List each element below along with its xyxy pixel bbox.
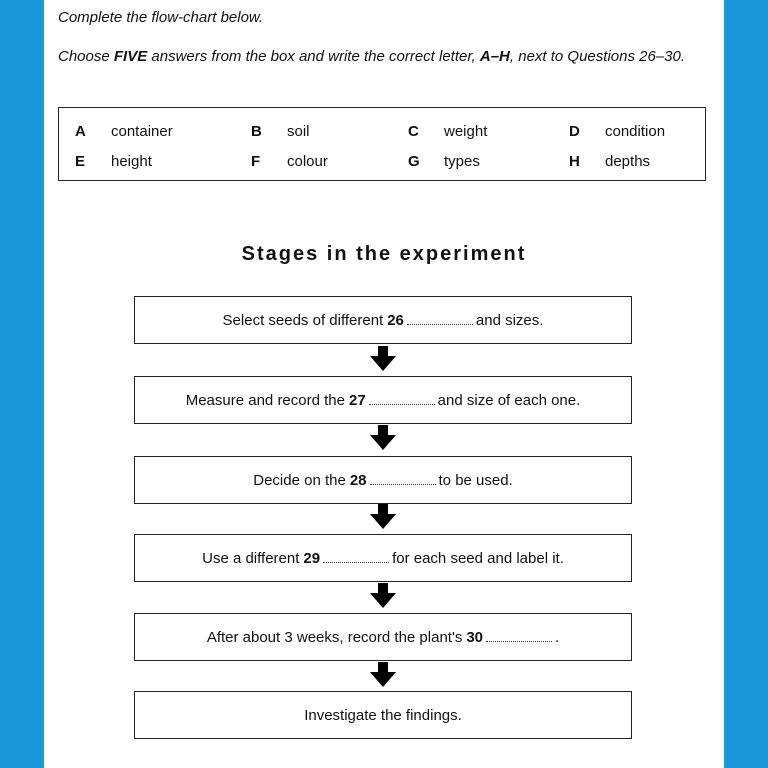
- option-letter: G: [408, 153, 420, 170]
- instruction-text: Choose: [58, 48, 114, 65]
- flow-step-3: [134, 456, 632, 504]
- instruction-line-2: [58, 47, 698, 67]
- step-text: and sizes.: [475, 311, 544, 329]
- option-letter: A: [75, 123, 86, 140]
- flow-step-6: [134, 691, 632, 739]
- option-word: weight: [444, 123, 488, 140]
- option-g: [408, 152, 480, 172]
- step-text: and size of each one.: [437, 391, 581, 409]
- option-c: [408, 122, 488, 142]
- instruction-line-1: Complete the flow-chart below.: [58, 9, 264, 26]
- question-number: 27: [348, 391, 366, 409]
- answer-blank[interactable]: [486, 641, 552, 642]
- option-letter: H: [569, 153, 580, 170]
- answer-options-box: [58, 107, 706, 181]
- answer-blank[interactable]: [323, 562, 389, 563]
- option-letter: C: [408, 123, 419, 140]
- flow-step-5: [134, 613, 632, 661]
- option-word: colour: [287, 153, 328, 170]
- option-letter: B: [251, 123, 262, 140]
- option-word: depths: [605, 153, 651, 170]
- step-text: After about 3 weeks, record the plant's: [206, 628, 463, 646]
- instruction-text: , next to Questions 26–30.: [509, 48, 686, 65]
- option-letter: D: [569, 123, 580, 140]
- step-text: Decide on the: [253, 471, 346, 489]
- option-h: [569, 152, 651, 172]
- flow-step-1: [134, 296, 632, 344]
- step-text: to be used.: [438, 471, 513, 489]
- question-number: 28: [349, 471, 367, 489]
- option-word: soil: [287, 123, 310, 140]
- question-number: 29: [303, 549, 321, 567]
- step-text: Investigate the findings.: [304, 706, 462, 724]
- option-d: [569, 122, 666, 142]
- answer-blank[interactable]: [370, 484, 436, 485]
- instruction-bold-count: FIVE: [113, 48, 148, 65]
- step-text: for each seed and label it.: [392, 549, 564, 567]
- flow-step-4: [134, 534, 632, 582]
- down-arrow-icon: [369, 425, 397, 451]
- option-word: types: [444, 153, 480, 170]
- option-word: condition: [605, 123, 666, 140]
- option-e: [75, 152, 152, 172]
- worksheet-page: [44, 0, 724, 768]
- option-letter: E: [75, 153, 86, 170]
- down-arrow-icon: [369, 346, 397, 372]
- instruction-text: answers from the box and write the correct letter,: [147, 48, 480, 65]
- option-letter: F: [251, 153, 261, 170]
- option-f: [251, 152, 328, 172]
- option-b: [251, 122, 310, 142]
- step-text: Use a different: [202, 549, 300, 567]
- flow-step-2: [134, 376, 632, 424]
- down-arrow-icon: [369, 662, 397, 688]
- flowchart-title: Stages in the experiment: [241, 243, 527, 265]
- step-text: Measure and record the: [185, 391, 345, 409]
- option-word: height: [111, 153, 152, 170]
- down-arrow-icon: [369, 583, 397, 609]
- instruction-bold-range: A–H: [479, 48, 510, 65]
- option-a: [75, 122, 173, 142]
- answer-blank[interactable]: [407, 324, 473, 325]
- answer-blank[interactable]: [369, 404, 435, 405]
- question-number: 30: [466, 628, 484, 646]
- step-text: .: [555, 628, 560, 646]
- option-word: container: [111, 123, 173, 140]
- down-arrow-icon: [369, 504, 397, 530]
- step-text: Select seeds of different: [222, 311, 384, 329]
- question-number: 26: [387, 311, 404, 329]
